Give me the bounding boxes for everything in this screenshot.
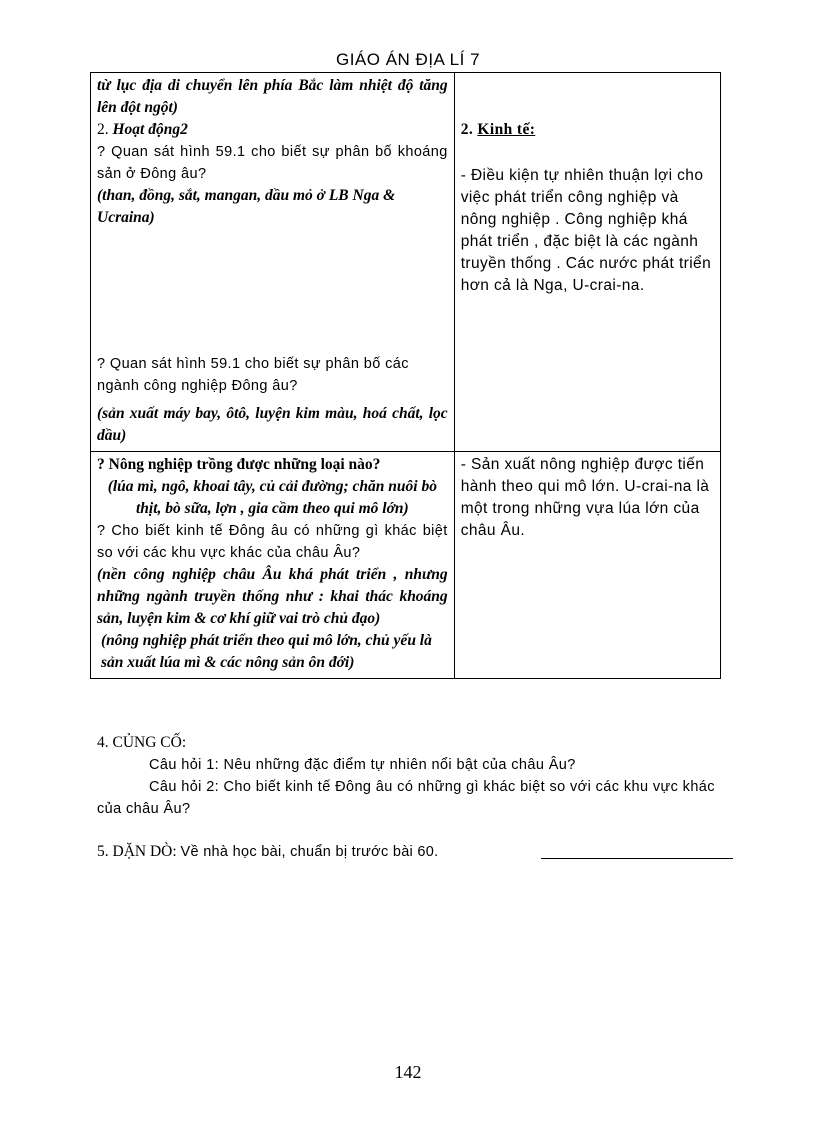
activity-title: Hoạt động2 bbox=[112, 121, 188, 138]
consolidation-question-2: Câu hỏi 2: Cho biết kinh tế Đông âu có những gì khác biệt so với các khu vực khác của châu Âu? bbox=[97, 779, 715, 817]
content-cell bbox=[454, 73, 720, 452]
economy-industry-text: - Điều kiện tự nhiên thuận lợi cho việc phát triển công nghiệp và nông nghiệp . Công nghiệp khá phát triển , đặc biệt là các ngành truyền thống . Các nước phát triển hơn cả là Nga, U-crai-na. bbox=[460, 167, 712, 294]
answer-agriculture-difference: (nông nghiệp phát triển theo qui mô lớn, chủ yếu là sản xuất lúa mì & các nông sản ôn đới) bbox=[101, 632, 432, 671]
question-industry: ? Quan sát hình 59.1 cho biết sự phân bố các ngành công nghiệp Đông âu? bbox=[97, 356, 409, 394]
page-number: 142 bbox=[394, 1062, 422, 1082]
question-agriculture: ? Nông nghiệp trồng được những loại nào? bbox=[97, 456, 381, 473]
answer-minerals: (than, đồng, sắt, mangan, dầu mỏ ở LB Nga & Ucraina) bbox=[97, 187, 396, 226]
activity-heading bbox=[97, 119, 448, 141]
activity-cell bbox=[91, 73, 455, 452]
economy-agriculture-text: - Sản xuất nông nghiệp được tiến hành theo qui mô lớn. U-crai-na là một trong những vựa lúa lớn của châu Âu. bbox=[460, 456, 710, 539]
table-row bbox=[91, 73, 721, 452]
homework-heading: 5. DẶN DÒ: bbox=[97, 843, 177, 860]
answer-industry: (sản xuất máy bay, ôtô, luyện kim màu, hoá chất, lọc dầu) bbox=[97, 405, 448, 444]
content-cell bbox=[454, 452, 720, 679]
answer-industry-difference: (nền công nghiệp châu Âu khá phát triển , nhưng những ngành truyền thống như : khai thác khoáng sản, luyện kim & cơ khí giữ vai trò chủ đạo) bbox=[97, 566, 448, 627]
answer-agriculture: (lúa mì, ngô, khoai tây, củ cải đường; chăn nuôi bò thịt, bò sữa, lợn , gia cầm theo qui mô lớn) bbox=[107, 478, 437, 517]
activity-cell bbox=[91, 452, 455, 679]
consolidation-heading: 4. CỦNG CỐ: bbox=[97, 734, 187, 751]
answer-climate: từ lục địa di chuyển lên phía Bắc làm nhiệt độ tăng lên đột ngột) bbox=[97, 77, 448, 116]
homework-text: Về nhà học bài, chuẩn bị trước bài 60. bbox=[180, 844, 439, 860]
page-header: GIÁO ÁN ĐỊA LÍ 7 bbox=[335, 50, 481, 69]
question-minerals: ? Quan sát hình 59.1 cho biết sự phân bố khoáng sản ở Đông âu? bbox=[97, 144, 448, 182]
lesson-table bbox=[90, 72, 721, 679]
consolidation-section bbox=[97, 732, 725, 820]
divider-line bbox=[541, 858, 733, 859]
consolidation-question-1: Câu hỏi 1: Nêu những đặc điểm tự nhiên nổi bật của châu Âu? bbox=[149, 757, 576, 773]
table-row bbox=[91, 452, 721, 679]
question-economy-difference: ? Cho biết kinh tế Đông âu có những gì khác biệt so với các khu vực khác của châu Âu? bbox=[97, 523, 448, 561]
section-economy-title: 2. Kinh tế: bbox=[460, 121, 536, 138]
activity-number: 2. bbox=[97, 121, 109, 138]
